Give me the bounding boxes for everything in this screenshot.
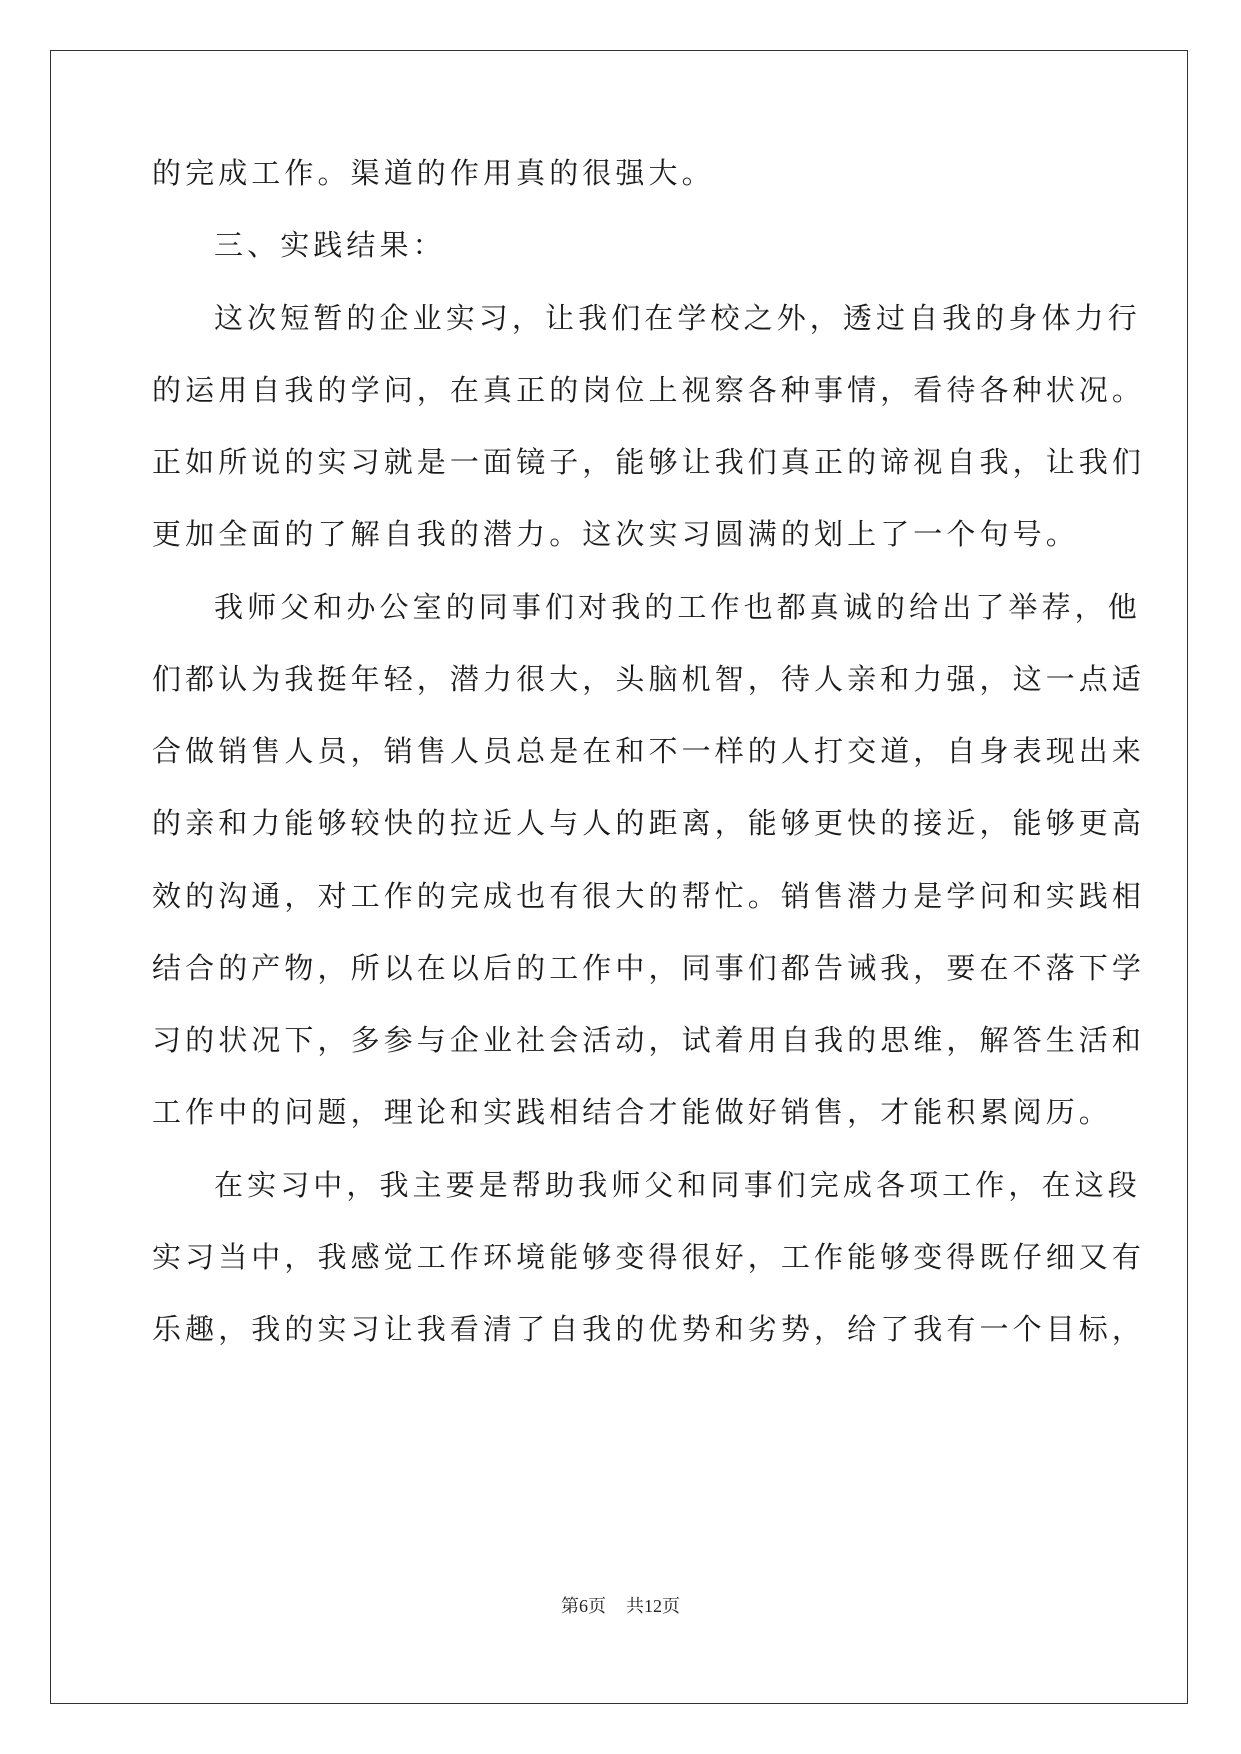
text-line: 习的状况下，多参与企业社会活动，试着用自我的思维，解答生活和	[152, 1023, 1146, 1057]
page-footer	[0, 1594, 1241, 1618]
total-pages-label: 共12页	[626, 1596, 680, 1616]
text-line: 在实习中，我主要是帮助我师父和同事们完成各项工作，在这段	[214, 1168, 1141, 1202]
text-line: 实习当中，我感觉工作环境能够变得很好，工作能够变得既仔细又有	[152, 1240, 1146, 1274]
text-line: 合做销售人员，销售人员总是在和不一样的人打交道，自身表现出来	[152, 734, 1146, 768]
text-line: 的运用自我的学问，在真正的岗位上视察各种事情，看待各种状况。	[152, 373, 1146, 407]
text-line: 正如所说的实习就是一面镜子，能够让我们真正的谛视自我，让我们	[152, 445, 1146, 479]
page-number-label: 第6页	[561, 1596, 606, 1616]
text-line: 效的沟通，对工作的完成也有很大的帮忙。销售潜力是学问和实践相	[152, 879, 1146, 913]
text-line: 我师父和办公室的同事们对我的工作也都真诚的给出了举荐，他	[214, 590, 1141, 624]
text-line: 的亲和力能够较快的拉近人与人的距离，能够更快的接近，能够更高	[152, 806, 1146, 840]
text-line: 们都认为我挺年轻，潜力很大，头脑机智，待人亲和力强，这一点适	[152, 662, 1146, 696]
text-line: 乐趣，我的实习让我看清了自我的优势和劣势，给了我有一个目标，	[152, 1312, 1146, 1346]
text-line: 这次短暂的企业实习，让我们在学校之外，透过自我的身体力行	[214, 301, 1141, 335]
text-line: 的完成工作。渠道的作用真的很强大。	[152, 156, 715, 190]
section-heading: 三、实践结果：	[214, 228, 446, 262]
text-line: 结合的产物，所以在以后的工作中，同事们都告诫我，要在不落下学	[152, 951, 1146, 985]
text-line: 更加全面的了解自我的潜力。这次实习圆满的划上了一个句号。	[152, 517, 1079, 551]
text-line: 工作中的问题，理论和实践相结合才能做好销售，才能积累阅历。	[152, 1095, 1112, 1129]
